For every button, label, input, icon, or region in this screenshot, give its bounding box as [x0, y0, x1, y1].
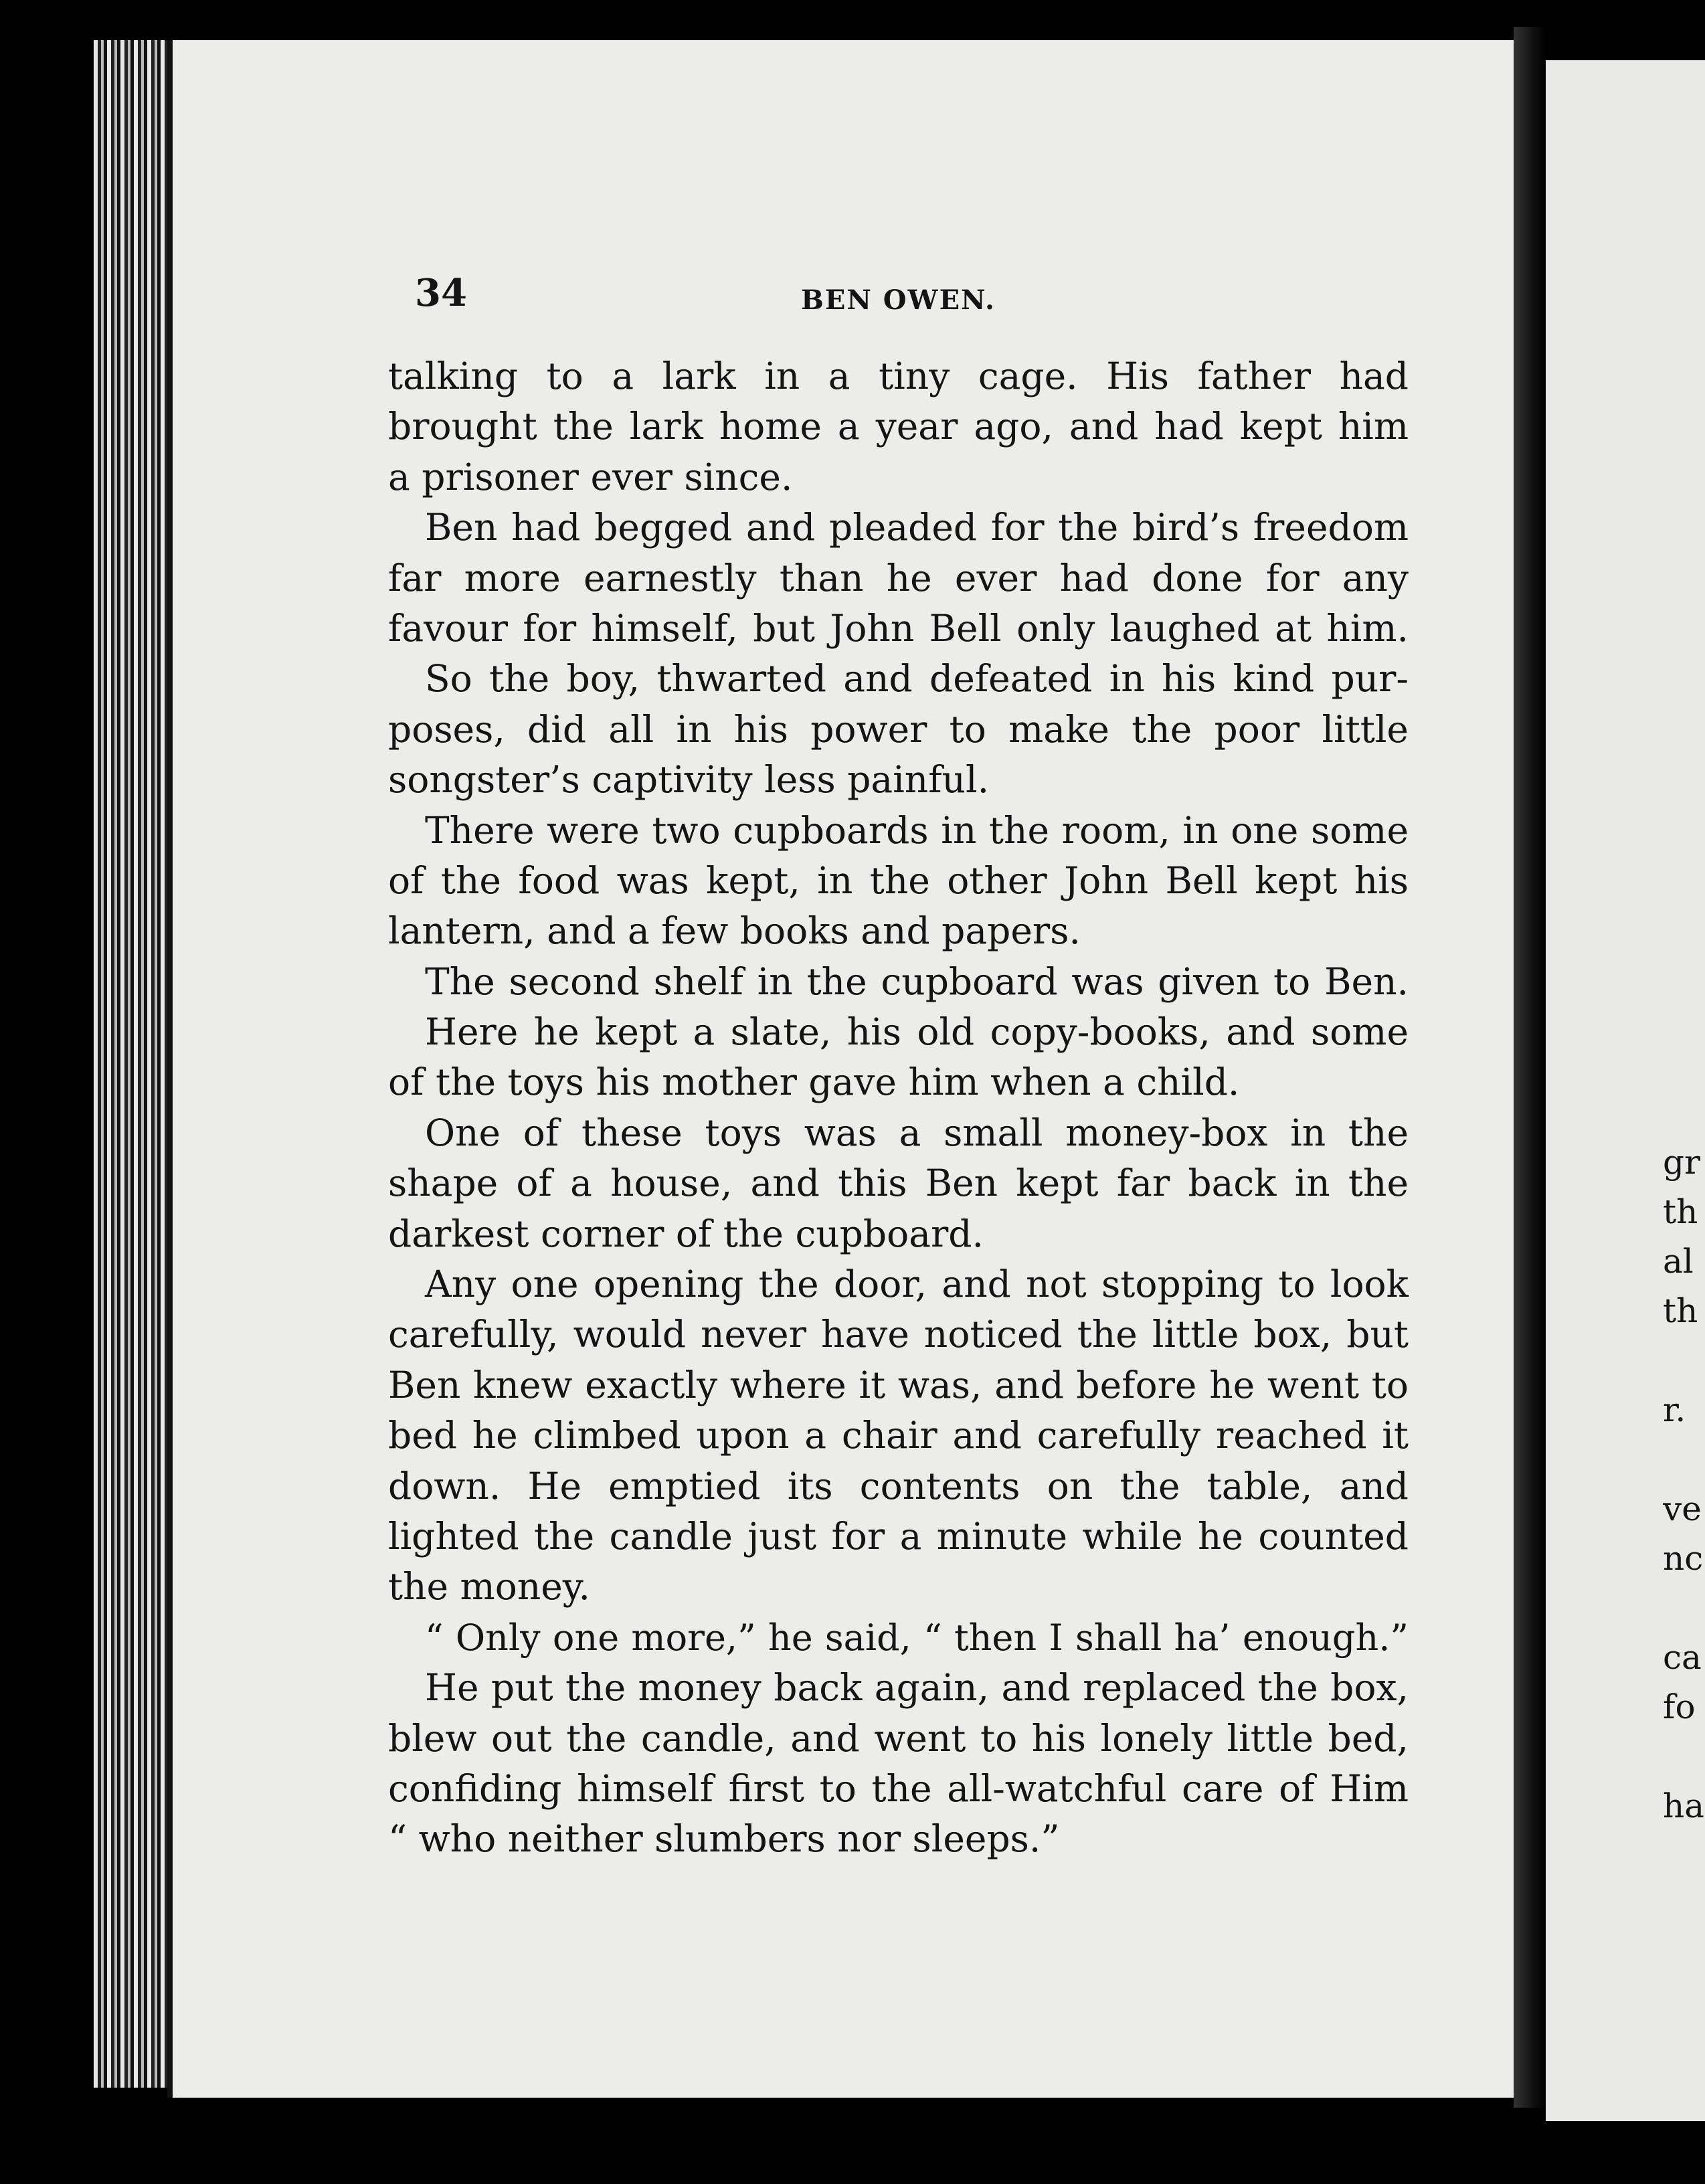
text-line: shape of a house, and this Ben kept far back in the [388, 1162, 1409, 1205]
page-header [388, 264, 1409, 331]
text-line: Ben knew exactly where it was, and before he went to [388, 1363, 1409, 1406]
text-line: He put the money back again, and replaced the box, [425, 1666, 1409, 1710]
text-line: “ Only one more,” he said, “ then I shall ha’ enough.” [425, 1616, 1409, 1659]
text-line: confiding himself first to the all-watchful care of Him [388, 1766, 1409, 1810]
text-line: Ben had begged and pleaded for the bird’s freedom [425, 506, 1409, 549]
fragment-line: ha [1663, 1787, 1705, 1825]
page-number: 34 [415, 271, 467, 315]
fragment-line [1663, 1435, 1705, 1484]
text-line: Here he kept a slate, his old copy-books, and some [425, 1010, 1409, 1054]
fragment-line: th [1663, 1291, 1698, 1330]
text-line: “ who neither slumbers nor sleeps.” [388, 1817, 1060, 1861]
fragment-line: nc [1663, 1539, 1704, 1578]
text-line: down. He emptied its contents on the table, and [388, 1464, 1409, 1508]
body-text [388, 351, 1409, 1865]
text-line: talking to a lark in a tiny cage. His father had [388, 355, 1409, 397]
page-gutter [1514, 27, 1546, 2108]
text-line: the money. [388, 1565, 591, 1609]
text-line: bed he climbed upon a chair and carefully reached it [388, 1414, 1409, 1457]
text-line: far more earnestly than he ever had done for any [388, 556, 1409, 600]
text-line: One of these toys was a small money-box in the [425, 1111, 1409, 1154]
text-line: of the toys his mother gave him when a child. [388, 1061, 1240, 1104]
text-line: lantern, and a few books and papers. [388, 909, 1081, 953]
text-line: darkest corner of the cupboard. [388, 1212, 984, 1255]
fragment-line: al [1663, 1242, 1694, 1281]
text-line: lighted the candle just for a minute while he counted [388, 1514, 1409, 1558]
text-line: There were two cupboards in the room, in one some [425, 808, 1409, 852]
fragment-line [1663, 1732, 1705, 1781]
text-line: of the food was kept, in the other John Bell kept his [388, 858, 1409, 902]
text-line: a prisoner ever since. [388, 455, 793, 498]
fragment-line [1663, 1336, 1705, 1385]
text-line: carefully, would never have noticed the little box, but [388, 1313, 1409, 1356]
fragment-line: r. [1663, 1390, 1686, 1429]
fragment-line [1663, 1583, 1705, 1633]
next-page-fragments [1663, 1138, 1705, 1831]
fragment-line: ve [1663, 1489, 1702, 1528]
running-head: BEN OWEN. [801, 284, 996, 316]
text-line: So the boy, thwarted and defeated in his kind pur- [425, 657, 1409, 701]
fragment-line: ca [1663, 1638, 1702, 1677]
text-line: Any one opening the door, and not stopping to look [425, 1263, 1409, 1306]
text-line: poses, did all in his power to make the poor little [388, 707, 1409, 751]
fragment-line: gr [1663, 1143, 1700, 1182]
text-line: favour for himself, but John Bell only laughed at him. [388, 606, 1409, 650]
text-line: blew out the candle, and went to his lonely little bed, [388, 1716, 1409, 1760]
fragment-line: th [1663, 1192, 1698, 1231]
fragment-line: fo [1663, 1688, 1696, 1726]
text-line: The second shelf in the cupboard was given to Ben. [425, 960, 1409, 1003]
text-line: brought the lark home a year ago, and had kept him [388, 405, 1409, 448]
page-text [388, 264, 1409, 1865]
text-line: songster’s captivity less painful. [388, 758, 990, 802]
